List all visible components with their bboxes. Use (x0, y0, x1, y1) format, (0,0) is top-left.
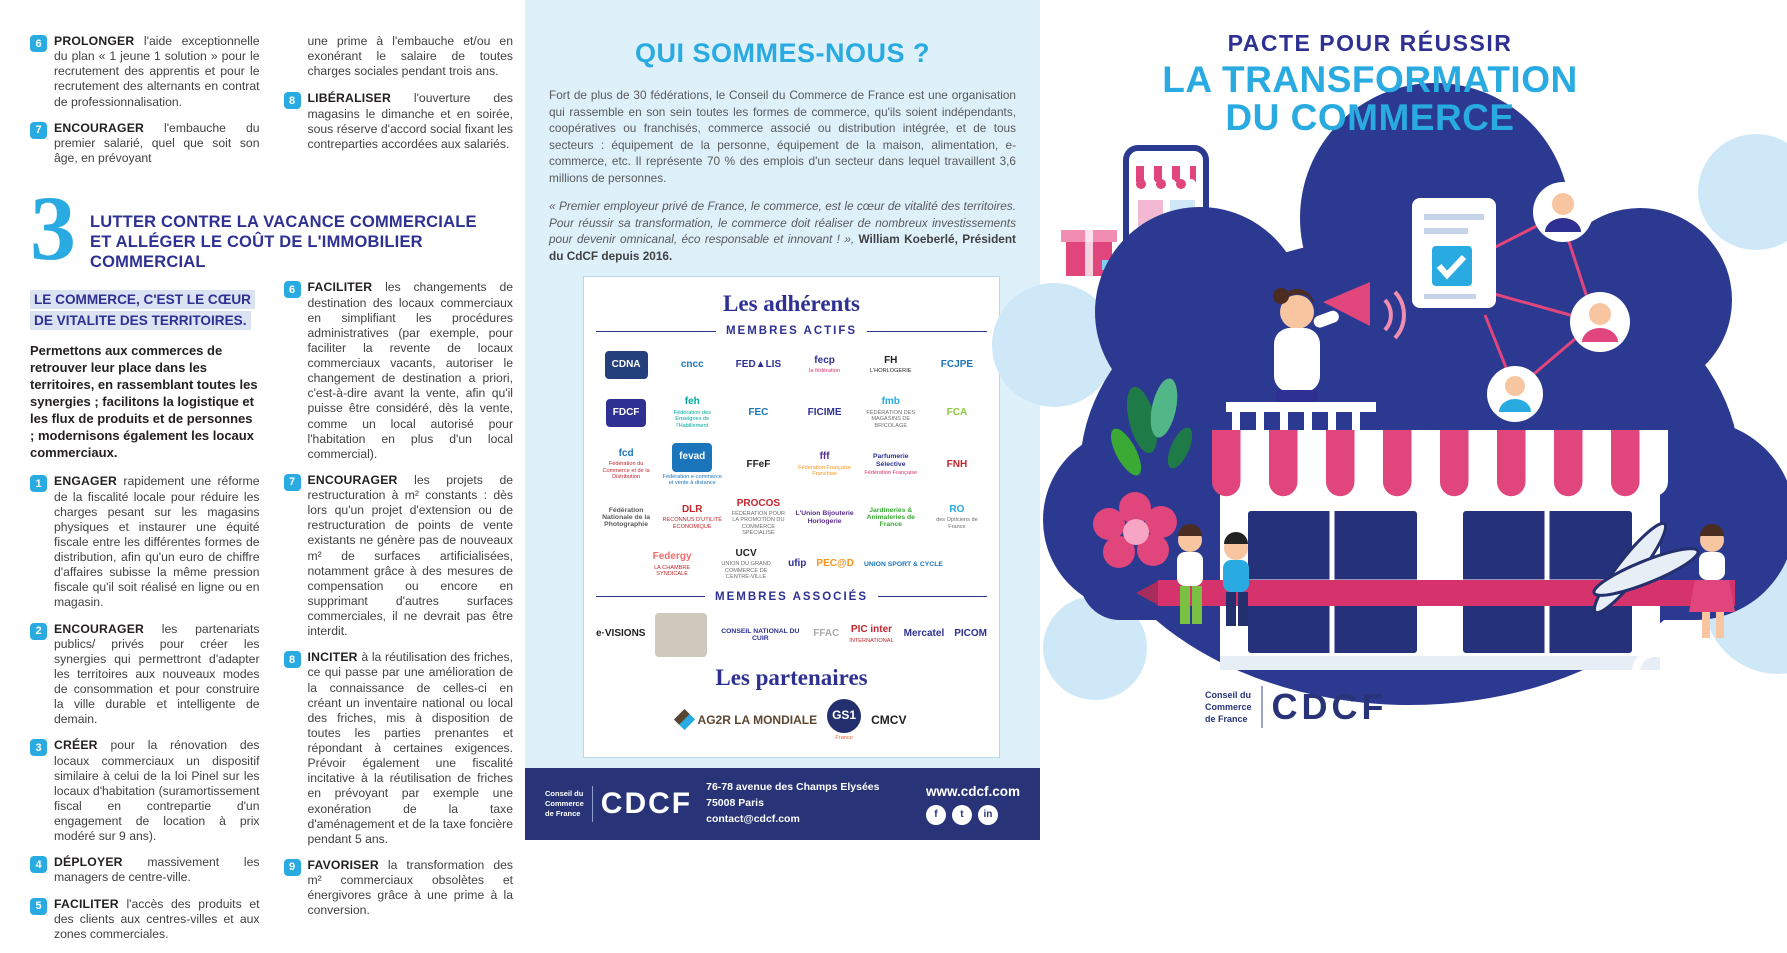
member-logo (827, 699, 861, 741)
logo-label: UCV (735, 547, 757, 559)
cdcf-org-name (545, 789, 584, 818)
left-panel (0, 0, 525, 941)
logo-label: Fédération Nationale de la Photographie (602, 506, 651, 529)
logo-subtext: Fédération Française Franchise (798, 464, 851, 478)
member-logo (728, 395, 788, 431)
member-logo (904, 617, 945, 653)
point-number-badge: 8 (284, 92, 301, 109)
cdcf-acronym: CDCF (600, 787, 693, 820)
diamond-icon (673, 709, 694, 730)
logo-label: FNH (946, 458, 968, 470)
member-logo (662, 443, 722, 486)
member-logo (849, 617, 893, 653)
logo-label: FICIME (807, 406, 842, 418)
member-logo (596, 499, 656, 537)
logo-divider (1261, 686, 1263, 728)
logo-label: CDNA (605, 351, 648, 380)
associate-members-logo-row (596, 613, 987, 657)
logo-subtext: Fédération du Commerce et de la Distribution (602, 461, 650, 481)
logo-label: FDCF (606, 399, 647, 428)
logo-subtext: des Opticiens de France (936, 517, 978, 530)
logo-subtext: Fédération des Enseignes de l'Habillement (673, 409, 711, 429)
logo-subtext: FÉDÉRATION DES MAGASINS DE BRICOLAGE (866, 409, 916, 429)
member-logo (596, 443, 656, 486)
member-logo (717, 617, 803, 653)
logo-label: FFeF (746, 458, 771, 470)
members-card (583, 276, 1000, 758)
member-logo (677, 702, 818, 738)
section-number: 3 (30, 177, 76, 279)
facebook-icon[interactable]: f (926, 805, 946, 825)
member-logo (795, 443, 855, 486)
numbered-point: 6 FACILITER les changements de destination des locaux commerciaux en simplifiant les procédures administratives (par exemple, pour faciliter la revente de locaux commerciaux vacants, autoriser le changement de destination a priori, c'est-à-dire avant la vente, afin qu'il puisse être considéré, dès la vente, comme un local autorisé pour l'habitation en plus d'un local commercial). (284, 280, 514, 462)
social-icons (926, 805, 1020, 825)
logo-label: FFAC (813, 628, 840, 640)
logo-label: fff (819, 451, 830, 463)
footer-address (706, 780, 912, 827)
point-number-badge: 7 (284, 474, 301, 491)
point-7-continuation: une prime à l'embauche et/ou en exonérant le salaire de toutes charges sociales pendant trois ans. (307, 34, 513, 79)
avatar-circle-2 (1570, 292, 1630, 352)
cdcf-acronym-cover: CDCF (1271, 686, 1388, 727)
member-logo (714, 547, 778, 583)
member-logo (795, 499, 855, 537)
text-line: Conseil du (1205, 689, 1252, 700)
logo-label: DLR (681, 503, 703, 515)
numbered-point: 9 FAVORISER la transformation des m² commerciaux obsolètes et énergivores grâce à une prime à la conversion. (284, 858, 514, 919)
logo-label: FCJPE (940, 358, 974, 370)
avatar-circle-1 (1533, 182, 1593, 242)
logo-label: Parfumerie Sélective (872, 453, 909, 468)
member-logo (728, 347, 788, 383)
logo-subtext: Fédération Française (864, 469, 918, 476)
logo-subtext: L'HORLOGERIE (870, 368, 912, 375)
member-logo (864, 547, 943, 583)
associate-members-divider: MEMBRES ASSOCIÉS (596, 591, 987, 603)
section-3-header (30, 177, 513, 279)
point-number-badge: 1 (30, 475, 47, 492)
logo-subtext: la fédération (809, 368, 840, 375)
numbered-point: 6 PROLONGER l'aide exceptionnelle du plan « 1 jeune 1 solution » pour le recrutement des apprentis et pour le recrutement des alternants en contrat de professionnalisation. (30, 34, 260, 110)
contact-footer (525, 768, 1040, 840)
text-line: Conseil du (545, 789, 584, 799)
linkedin-icon[interactable]: in (978, 805, 998, 825)
logo-label: FCA (946, 406, 968, 418)
highlight-statement: LE COMMERCE, C'EST LE CŒUR DE VITALITE DES TERRITOIRES. (30, 290, 255, 329)
numbered-point: 7 ENCOURAGER l'embauche du premier salarié, quel que soit son âge, en prévoyant (30, 121, 260, 166)
section-intro: Permettons aux commerces de retrouver leur place dans les territoires, en rassemblant toutes les synergies ; facilitons la logistique et les flux de produits et de personnes ; modernisons également les locaux commerciaux. (30, 343, 258, 460)
member-logo (871, 702, 906, 738)
who-are-we-heading: QUI SOMMES-NOUS ? (634, 38, 930, 68)
partners-logo-row (596, 699, 987, 741)
member-logo (795, 347, 855, 383)
member-logo (728, 499, 788, 537)
logo-subtext: FÉDÉRATION POUR LA PROMOTION DU COMMERCE SPÉCIALISÉ (731, 511, 786, 537)
member-logo (954, 617, 987, 653)
partners-title: Les partenaires (715, 664, 868, 690)
point-number-badge: 7 (30, 122, 47, 139)
member-logo (861, 499, 921, 537)
member-logo (728, 443, 788, 486)
left-top-column-1 (30, 34, 260, 177)
logo-label: CONSEIL NATIONAL DU CUIR (721, 627, 800, 642)
logo-label: PROCOS (736, 497, 781, 509)
member-logo (861, 443, 921, 486)
who-are-we-paragraph: Fort de plus de 30 fédérations, le Conseil du Commerce de France est une organisation qui rassemble en son sein toutes les formes de commerce, qu'ils soient indépendants, coopératives ou franchisés, commerce associé ou distribution intégrée, et de tous secteurs : équipement de la personne, équipement de la maison, alimentation, e-commerce, etc. Il représente 70 % des emplois d'un secteur dans lequel travaillent 3,6 millions de personnes. (549, 88, 1016, 185)
member-logo (816, 547, 854, 583)
logo-label: FED▲LIS (735, 358, 782, 370)
president-quote: « Premier employeur privé de France, le commerce, est le cœur de vitalité des territoires. Pour réussir sa transformation, le commerce doit réaliser de nombreux investissements pour devenir omnicanal, éco responsable et innovant ! », William Koeberlé, Président du CdCF depuis 2016. (549, 199, 1016, 263)
logo-label: FH (884, 354, 898, 366)
numbered-point: 3 CRÉER pour la rénovation des locaux commerciaux un dispositif similaire à celui de la loi Pinel sur les locaux d'habitation (suramortissement fiscal en contrepartie d'un engagement de location à prix modéré sur 9 ans). (30, 738, 260, 844)
member-logo (655, 613, 707, 657)
left-top-column-2 (284, 34, 514, 177)
logo-label: fmb (881, 396, 900, 408)
avatar-circle-3 (1487, 366, 1543, 422)
logo-subtext: RECONNUS D'UTILITÉ ÉCONOMIQUE (662, 517, 722, 530)
point-number-badge: 8 (284, 651, 301, 668)
member-logo (662, 395, 722, 431)
text-line: de France (545, 808, 581, 818)
logo-label: Jardineries & Animaleries de France (866, 506, 915, 529)
member-logo (596, 617, 645, 653)
logo-label: Mercatel (903, 628, 945, 640)
member-logo (662, 347, 722, 383)
middle-panel (525, 0, 1040, 840)
twitter-icon[interactable]: t (952, 805, 972, 825)
point-number-badge: 2 (30, 623, 47, 640)
point-number-badge: 3 (30, 739, 47, 756)
logo-label: cncc (680, 358, 704, 370)
logo-label: GS1 (827, 699, 861, 733)
text-line: Commerce (1205, 701, 1252, 712)
text-line: 75008 Paris (706, 797, 764, 810)
logo-label: fevad (672, 443, 712, 472)
checklist-document-icon (1412, 198, 1496, 308)
member-logo (795, 395, 855, 431)
numbered-point: 2 ENCOURAGER les partenariats publics/ privés pour créer les synergies qui permettront d'adapter les territoires aux nouveaux modes de consommation et pour construire la ville durable et intelligente de demain. (30, 622, 260, 728)
logo-label: PICOM (954, 628, 987, 640)
active-members-logo-grid (596, 347, 987, 537)
logo-divider (592, 786, 593, 822)
logo-label: RO (949, 503, 965, 515)
logo-label: Federgy (652, 551, 692, 563)
logo-label: AG2R LA MONDIALE (697, 712, 818, 727)
website-link[interactable]: www.cdcf.com (925, 783, 1020, 799)
right-panel (1040, 0, 1787, 840)
logo-label (655, 613, 707, 657)
text-line: Commerce (545, 799, 584, 809)
point-number-badge: 6 (30, 35, 47, 52)
logo-label: CMCV (871, 712, 907, 727)
member-logo (927, 443, 987, 486)
text-line: contact@cdcf.com (706, 812, 800, 825)
adherents-title: Les adhérents (723, 291, 860, 317)
member-logo (662, 499, 722, 537)
member-logo (927, 347, 987, 383)
section-title: LUTTER CONTRE LA VACANCE COMMERCIALE ET ALLÉGER LE COÛT DE L'IMMOBILIER COMMERCIAL (90, 213, 477, 271)
logo-label: feh (684, 396, 700, 408)
active-members-logo-row5 (596, 547, 987, 583)
cdcf-logo-footer (545, 786, 692, 822)
member-logo (813, 617, 839, 653)
logo-label: fcd (618, 447, 634, 459)
numbered-point: 4 DÉPLOYER massivement les managers de centre-ville. (30, 855, 260, 885)
footer-links (926, 784, 1020, 825)
quote-author: William Koeberlé, Président du CdCF depuis 2016. (549, 232, 1016, 263)
section-3-column-1 (30, 280, 260, 953)
numbered-point: 1 ENGAGER rapidement une réforme de la fiscalité locale pour réduire les charges pesant sur les magasins physiques et instaurer une équité fiscale entre les différentes formes de distribution, afin qu'un euro de chiffre d'affaires subisse la même pression fiscale qu'il soit réalisé en ligne ou en magasin. (30, 474, 260, 610)
member-logo (861, 347, 921, 383)
storefront (1212, 430, 1668, 670)
logo-label: FEC (748, 406, 769, 418)
logo-label: fecp (814, 354, 835, 366)
logo-subtext: France (835, 734, 853, 741)
text-line: 76-78 avenue des Champs Elysées (706, 781, 880, 794)
member-logo (927, 395, 987, 431)
logo-label: e·VISIONS (596, 628, 646, 640)
numbered-point: 8 INCITER à la réutilisation des friches, ce qui passe par une amélioration de la connaissance de celles-ci en créant un inventaire national ou local des friches, mis à disposition de toutes les parties prenantes et répondant à certaines exigences. Prévoir également une fiscalité incitative à la réutilisation de friches en prévoyant par exemple une exonération de la taxe d'aménagement et de la taxe foncière pendant 5 ans. (284, 650, 514, 847)
numbered-point: 8 LIBÉRALISER l'ouverture des magasins le dimanche et en soirée, sous réserve d'accord social fixant les contreparties accordées aux salariés. (284, 91, 514, 152)
text-line: de France (1205, 714, 1248, 725)
member-logo (927, 499, 987, 537)
active-members-divider: MEMBRES ACTIFS (596, 325, 987, 337)
cover-title: PACTE POUR RÉUSSIR LA TRANSFORMATION DU COMMERCE (1162, 30, 1578, 139)
point-number-badge: 6 (284, 281, 301, 298)
cdcf-org-name-cover (1205, 689, 1252, 725)
logo-subtext: LA CHAMBRE SYNDICALE (654, 564, 691, 577)
logo-label: L'Union Bijouterie Horlogerie (795, 510, 854, 525)
numbered-point: 5 FACILITER l'accès des produits et des clients aux centres-villes et aux zones commerciales. (30, 897, 260, 942)
logo-subtext: UNION DU GRAND COMMERCE DE CENTRE-VILLE (721, 561, 771, 581)
logo-subtext: Fédération e-commerce et vente à distance (662, 473, 722, 487)
point-number-badge: 5 (30, 898, 47, 915)
cdcf-logo-cover (1205, 686, 1388, 728)
logo-label: PEC@D (816, 558, 854, 570)
member-logo (596, 347, 656, 383)
logo-label: PIC inter (850, 624, 893, 636)
member-logo (788, 547, 806, 583)
point-number-badge: 4 (30, 856, 47, 873)
logo-label: UNION SPORT & CYCLE (863, 561, 943, 569)
point-number-badge: 9 (284, 859, 301, 876)
logo-label: ufip (788, 558, 807, 570)
member-logo (596, 395, 656, 431)
member-logo (861, 395, 921, 431)
numbered-point: 7 ENCOURAGER les projets de restructuration à m² constants : dès lors qu'un projet d'extension ou de restructuration de points de vente existants ne génère pas de nouveaux m² de surfaces artificialisées, notamment grâce à des mesures de compensation ou encore en supprimant d'autres surfaces commerciales, il ne devrait pas être interdit. (284, 473, 514, 639)
member-logo (640, 547, 704, 583)
logo-subtext: INTERNATIONAL (849, 637, 894, 644)
section-3-column-2 (284, 280, 514, 953)
